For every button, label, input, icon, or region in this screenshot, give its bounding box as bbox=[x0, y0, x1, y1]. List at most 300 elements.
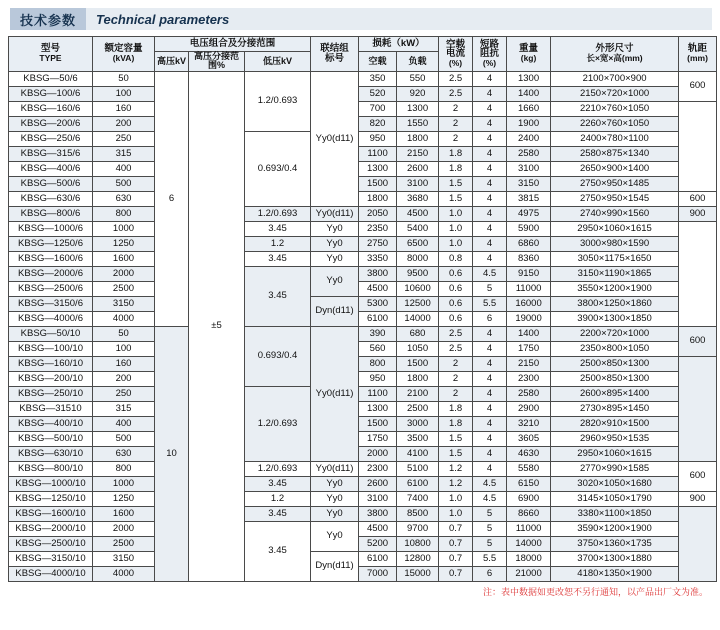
cell-dimensions: 2820×910×1500 bbox=[551, 416, 679, 431]
cell-impedance: 4 bbox=[473, 431, 507, 446]
cell-model: KBSG—400/10 bbox=[9, 416, 93, 431]
cell-capacity: 250 bbox=[93, 386, 155, 401]
cell-weight: 18000 bbox=[507, 551, 551, 566]
cell-model: KBSG—500/10 bbox=[9, 431, 93, 446]
cell-noload-current: 1.5 bbox=[439, 191, 473, 206]
cell-noload-current: 2.5 bbox=[439, 326, 473, 341]
cell-impedance: 4 bbox=[473, 401, 507, 416]
cell-connection: Yy0 bbox=[311, 521, 359, 551]
page-title-cn: 技术参数 bbox=[10, 8, 86, 30]
cell-loss-load: 12500 bbox=[397, 296, 439, 311]
cell-weight: 6150 bbox=[507, 476, 551, 491]
cell-dimensions: 4180×1350×1900 bbox=[551, 566, 679, 581]
cell-noload-current: 1.0 bbox=[439, 236, 473, 251]
cell-loss-load: 1800 bbox=[397, 371, 439, 386]
cell-connection: Yy0 bbox=[311, 251, 359, 266]
cell-loss-noload: 3800 bbox=[359, 266, 397, 281]
cell-hv: 10 bbox=[155, 326, 189, 581]
cell-capacity: 3150 bbox=[93, 296, 155, 311]
cell-loss-noload: 1100 bbox=[359, 146, 397, 161]
table-row bbox=[9, 521, 717, 536]
cell-noload-current: 2.5 bbox=[439, 341, 473, 356]
cell-impedance: 4 bbox=[473, 131, 507, 146]
cell-model: KBSG—2500/10 bbox=[9, 536, 93, 551]
cell-loss-noload: 2750 bbox=[359, 236, 397, 251]
table-row bbox=[9, 401, 717, 416]
cell-impedance: 4 bbox=[473, 341, 507, 356]
cell-impedance: 4 bbox=[473, 161, 507, 176]
cell-model: KBSG—2000/6 bbox=[9, 266, 93, 281]
cell-loss-noload: 7000 bbox=[359, 566, 397, 581]
cell-capacity: 160 bbox=[93, 101, 155, 116]
cell-loss-noload: 1750 bbox=[359, 431, 397, 446]
cell-weight: 1750 bbox=[507, 341, 551, 356]
cell-weight: 16000 bbox=[507, 296, 551, 311]
cell-impedance: 4 bbox=[473, 236, 507, 251]
cell-impedance: 4 bbox=[473, 356, 507, 371]
cell-capacity: 2000 bbox=[93, 266, 155, 281]
cell-noload-current: 2.5 bbox=[439, 71, 473, 86]
cell-loss-load: 12800 bbox=[397, 551, 439, 566]
cell-dimensions: 3000×980×1590 bbox=[551, 236, 679, 251]
cell-loss-noload: 1100 bbox=[359, 386, 397, 401]
header-hv-tap: 高压分接范围% bbox=[189, 52, 245, 72]
table-row bbox=[9, 476, 717, 491]
cell-lv: 3.45 bbox=[245, 266, 311, 326]
cell-loss-load: 6500 bbox=[397, 236, 439, 251]
cell-model: KBSG—315/6 bbox=[9, 146, 93, 161]
table-row bbox=[9, 356, 717, 371]
cell-weight: 3100 bbox=[507, 161, 551, 176]
header-hv: 高压kV bbox=[155, 52, 189, 72]
header-loss-load: 负载 bbox=[397, 52, 439, 72]
cell-lv: 3.45 bbox=[245, 506, 311, 521]
cell-weight: 1660 bbox=[507, 101, 551, 116]
cell-capacity: 630 bbox=[93, 191, 155, 206]
table-row bbox=[9, 131, 717, 146]
cell-noload-current: 1.8 bbox=[439, 416, 473, 431]
header-gauge: 轨距 (mm) bbox=[679, 37, 717, 72]
cell-dimensions: 2730×895×1450 bbox=[551, 401, 679, 416]
cell-model: KBSG—800/6 bbox=[9, 206, 93, 221]
cell-weight: 8360 bbox=[507, 251, 551, 266]
table-row bbox=[9, 296, 717, 311]
cell-loss-noload: 1800 bbox=[359, 191, 397, 206]
cell-noload-current: 2 bbox=[439, 116, 473, 131]
cell-loss-noload: 3100 bbox=[359, 491, 397, 506]
cell-connection: Yy0 bbox=[311, 236, 359, 251]
cell-weight: 3150 bbox=[507, 176, 551, 191]
cell-model: KBSG—1600/6 bbox=[9, 251, 93, 266]
cell-model: KBSG—1000/10 bbox=[9, 476, 93, 491]
cell-noload-current: 2 bbox=[439, 386, 473, 401]
cell-dimensions: 3020×1050×1680 bbox=[551, 476, 679, 491]
cell-weight: 9150 bbox=[507, 266, 551, 281]
cell-gauge: 600 bbox=[679, 326, 717, 356]
cell-dimensions: 2650×900×1400 bbox=[551, 161, 679, 176]
cell-dimensions: 3700×1300×1880 bbox=[551, 551, 679, 566]
cell-loss-noload: 3350 bbox=[359, 251, 397, 266]
cell-impedance: 4 bbox=[473, 251, 507, 266]
cell-weight: 11000 bbox=[507, 521, 551, 536]
cell-connection: Dyn(d11) bbox=[311, 551, 359, 581]
cell-capacity: 1250 bbox=[93, 491, 155, 506]
cell-capacity: 50 bbox=[93, 326, 155, 341]
cell-loss-load: 550 bbox=[397, 71, 439, 86]
cell-noload-current: 0.6 bbox=[439, 281, 473, 296]
cell-dimensions: 3550×1200×1900 bbox=[551, 281, 679, 296]
cell-weight: 2580 bbox=[507, 146, 551, 161]
cell-loss-noload: 2000 bbox=[359, 446, 397, 461]
cell-noload-current: 2 bbox=[439, 356, 473, 371]
cell-noload-current: 1.0 bbox=[439, 206, 473, 221]
cell-impedance: 5 bbox=[473, 521, 507, 536]
cell-impedance: 4 bbox=[473, 146, 507, 161]
cell-noload-current: 1.8 bbox=[439, 401, 473, 416]
cell-model: KBSG—1600/10 bbox=[9, 506, 93, 521]
cell-dimensions: 3590×1200×1900 bbox=[551, 521, 679, 536]
table-row bbox=[9, 551, 717, 566]
cell-impedance: 4.5 bbox=[473, 266, 507, 281]
cell-dimensions: 2200×720×1000 bbox=[551, 326, 679, 341]
table-row bbox=[9, 191, 717, 206]
cell-weight: 3815 bbox=[507, 191, 551, 206]
cell-capacity: 500 bbox=[93, 176, 155, 191]
cell-loss-noload: 1300 bbox=[359, 401, 397, 416]
cell-impedance: 5 bbox=[473, 506, 507, 521]
cell-loss-noload: 350 bbox=[359, 71, 397, 86]
page-title-en: Technical parameters bbox=[86, 8, 712, 30]
table-row bbox=[9, 266, 717, 281]
table-row bbox=[9, 221, 717, 236]
cell-weight: 5900 bbox=[507, 221, 551, 236]
table-row bbox=[9, 161, 717, 176]
header-impedance: 短路 阻抗 (%) bbox=[473, 37, 507, 72]
cell-noload-current: 0.6 bbox=[439, 296, 473, 311]
cell-noload-current: 0.6 bbox=[439, 266, 473, 281]
cell-dimensions: 2500×850×1300 bbox=[551, 356, 679, 371]
table-row bbox=[9, 71, 717, 86]
cell-loss-load: 4500 bbox=[397, 206, 439, 221]
cell-model: KBSG—2000/10 bbox=[9, 521, 93, 536]
cell-impedance: 4 bbox=[473, 71, 507, 86]
cell-lv: 0.693/0.4 bbox=[245, 326, 311, 386]
cell-capacity: 200 bbox=[93, 116, 155, 131]
cell-gauge bbox=[679, 356, 717, 461]
table-row bbox=[9, 206, 717, 221]
cell-model: KBSG—200/6 bbox=[9, 116, 93, 131]
table-row bbox=[9, 101, 717, 116]
cell-gauge: 600 bbox=[679, 191, 717, 206]
cell-loss-noload: 2050 bbox=[359, 206, 397, 221]
cell-lv: 1.2/0.693 bbox=[245, 71, 311, 131]
cell-noload-current: 2 bbox=[439, 101, 473, 116]
cell-loss-noload: 950 bbox=[359, 371, 397, 386]
cell-weight: 3605 bbox=[507, 431, 551, 446]
cell-weight: 6900 bbox=[507, 491, 551, 506]
cell-connection: Yy0(d11) bbox=[311, 326, 359, 461]
cell-model: KBSG—4000/10 bbox=[9, 566, 93, 581]
cell-model: KBSG—31510 bbox=[9, 401, 93, 416]
cell-loss-load: 1550 bbox=[397, 116, 439, 131]
cell-capacity: 1250 bbox=[93, 236, 155, 251]
cell-connection: Yy0 bbox=[311, 476, 359, 491]
cell-impedance: 4 bbox=[473, 101, 507, 116]
cell-capacity: 200 bbox=[93, 371, 155, 386]
cell-loss-noload: 4500 bbox=[359, 521, 397, 536]
cell-impedance: 4 bbox=[473, 461, 507, 476]
cell-loss-load: 9700 bbox=[397, 521, 439, 536]
cell-loss-noload: 700 bbox=[359, 101, 397, 116]
cell-loss-load: 9500 bbox=[397, 266, 439, 281]
cell-loss-noload: 800 bbox=[359, 356, 397, 371]
cell-lv: 0.693/0.4 bbox=[245, 131, 311, 206]
cell-weight: 2300 bbox=[507, 371, 551, 386]
cell-loss-noload: 950 bbox=[359, 131, 397, 146]
cell-impedance: 4 bbox=[473, 176, 507, 191]
cell-loss-load: 8500 bbox=[397, 506, 439, 521]
cell-model: KBSG—1000/6 bbox=[9, 221, 93, 236]
cell-dimensions: 2950×1060×1615 bbox=[551, 446, 679, 461]
cell-capacity: 315 bbox=[93, 401, 155, 416]
cell-dimensions: 3145×1050×1790 bbox=[551, 491, 679, 506]
cell-dimensions: 2350×800×1050 bbox=[551, 341, 679, 356]
table-row bbox=[9, 341, 717, 356]
cell-hv-tap: ±5 bbox=[189, 71, 245, 581]
cell-impedance: 4.5 bbox=[473, 491, 507, 506]
header-loss: 损耗（kW） bbox=[359, 37, 439, 52]
cell-impedance: 4 bbox=[473, 386, 507, 401]
cell-loss-load: 680 bbox=[397, 326, 439, 341]
cell-capacity: 100 bbox=[93, 341, 155, 356]
cell-dimensions: 2400×780×1100 bbox=[551, 131, 679, 146]
cell-impedance: 4 bbox=[473, 191, 507, 206]
cell-lv: 1.2/0.693 bbox=[245, 386, 311, 461]
cell-model: KBSG—1250/6 bbox=[9, 236, 93, 251]
cell-weight: 11000 bbox=[507, 281, 551, 296]
cell-noload-current: 2.5 bbox=[439, 86, 473, 101]
cell-loss-noload: 390 bbox=[359, 326, 397, 341]
cell-loss-noload: 560 bbox=[359, 341, 397, 356]
cell-capacity: 4000 bbox=[93, 566, 155, 581]
cell-noload-current: 1.0 bbox=[439, 506, 473, 521]
cell-lv: 3.45 bbox=[245, 221, 311, 236]
cell-loss-noload: 1500 bbox=[359, 176, 397, 191]
cell-model: KBSG—630/6 bbox=[9, 191, 93, 206]
cell-capacity: 400 bbox=[93, 416, 155, 431]
cell-dimensions: 2750×950×1485 bbox=[551, 176, 679, 191]
cell-dimensions: 3050×1175×1650 bbox=[551, 251, 679, 266]
cell-loss-noload: 6100 bbox=[359, 311, 397, 326]
cell-loss-load: 1800 bbox=[397, 131, 439, 146]
table-row bbox=[9, 146, 717, 161]
cell-weight: 8660 bbox=[507, 506, 551, 521]
cell-dimensions: 3900×1300×1850 bbox=[551, 311, 679, 326]
header-lv: 低压kV bbox=[245, 52, 311, 72]
cell-impedance: 4 bbox=[473, 371, 507, 386]
cell-dimensions: 2960×950×1535 bbox=[551, 431, 679, 446]
cell-capacity: 500 bbox=[93, 431, 155, 446]
cell-dimensions: 3750×1360×1735 bbox=[551, 536, 679, 551]
header-noload-current: 空载 电流 (%) bbox=[439, 37, 473, 72]
cell-model: KBSG—2500/6 bbox=[9, 281, 93, 296]
cell-impedance: 4 bbox=[473, 446, 507, 461]
table-row bbox=[9, 311, 717, 326]
cell-loss-noload: 520 bbox=[359, 86, 397, 101]
cell-noload-current: 2 bbox=[439, 371, 473, 386]
cell-hv: 6 bbox=[155, 71, 189, 326]
cell-gauge bbox=[679, 101, 717, 191]
table-row bbox=[9, 251, 717, 266]
cell-connection: Yy0(d11) bbox=[311, 461, 359, 476]
table-row bbox=[9, 491, 717, 506]
cell-noload-current: 1.5 bbox=[439, 431, 473, 446]
cell-impedance: 6 bbox=[473, 566, 507, 581]
cell-weight: 4975 bbox=[507, 206, 551, 221]
cell-loss-load: 920 bbox=[397, 86, 439, 101]
cell-connection: Yy0 bbox=[311, 266, 359, 296]
cell-connection: Yy0 bbox=[311, 506, 359, 521]
cell-dimensions: 2950×1060×1615 bbox=[551, 221, 679, 236]
cell-connection: Dyn(d11) bbox=[311, 296, 359, 326]
cell-weight: 21000 bbox=[507, 566, 551, 581]
cell-noload-current: 1.5 bbox=[439, 176, 473, 191]
cell-capacity: 4000 bbox=[93, 311, 155, 326]
table-header bbox=[9, 37, 717, 72]
cell-loss-load: 15000 bbox=[397, 566, 439, 581]
cell-capacity: 630 bbox=[93, 446, 155, 461]
table-row bbox=[9, 326, 717, 341]
cell-weight: 1900 bbox=[507, 116, 551, 131]
cell-model: KBSG—100/10 bbox=[9, 341, 93, 356]
cell-loss-noload: 2600 bbox=[359, 476, 397, 491]
table-row bbox=[9, 431, 717, 446]
cell-noload-current: 0.7 bbox=[439, 536, 473, 551]
cell-lv: 1.2/0.693 bbox=[245, 461, 311, 476]
table-row bbox=[9, 281, 717, 296]
header-dimensions: 外形尺寸 长×宽×高(mm) bbox=[551, 37, 679, 72]
page-title-bar bbox=[10, 8, 712, 30]
cell-capacity: 1000 bbox=[93, 221, 155, 236]
cell-capacity: 1600 bbox=[93, 506, 155, 521]
cell-weight: 4630 bbox=[507, 446, 551, 461]
cell-weight: 2900 bbox=[507, 401, 551, 416]
cell-connection: Yy0(d11) bbox=[311, 206, 359, 221]
technical-parameters-table bbox=[8, 36, 717, 582]
table-row bbox=[9, 461, 717, 476]
cell-loss-load: 14000 bbox=[397, 311, 439, 326]
cell-noload-current: 1.2 bbox=[439, 461, 473, 476]
cell-dimensions: 2750×950×1545 bbox=[551, 191, 679, 206]
cell-capacity: 2000 bbox=[93, 521, 155, 536]
cell-noload-current: 1.2 bbox=[439, 476, 473, 491]
cell-capacity: 50 bbox=[93, 71, 155, 86]
cell-loss-load: 5400 bbox=[397, 221, 439, 236]
cell-model: KBSG—50/10 bbox=[9, 326, 93, 341]
cell-dimensions: 2770×990×1585 bbox=[551, 461, 679, 476]
table-row bbox=[9, 86, 717, 101]
cell-weight: 1400 bbox=[507, 326, 551, 341]
cell-capacity: 250 bbox=[93, 131, 155, 146]
cell-loss-load: 7400 bbox=[397, 491, 439, 506]
cell-noload-current: 2 bbox=[439, 131, 473, 146]
cell-dimensions: 3800×1250×1860 bbox=[551, 296, 679, 311]
table-row bbox=[9, 176, 717, 191]
cell-loss-load: 3000 bbox=[397, 416, 439, 431]
cell-weight: 1400 bbox=[507, 86, 551, 101]
cell-weight: 1300 bbox=[507, 71, 551, 86]
cell-impedance: 5 bbox=[473, 536, 507, 551]
cell-gauge: 900 bbox=[679, 206, 717, 221]
cell-impedance: 4 bbox=[473, 221, 507, 236]
table-footnote: 注：表中数据如更改恕不另行通知，以产品出厂文为准。 bbox=[482, 586, 708, 597]
cell-loss-load: 2600 bbox=[397, 161, 439, 176]
cell-model: KBSG—250/10 bbox=[9, 386, 93, 401]
cell-model: KBSG—500/6 bbox=[9, 176, 93, 191]
cell-impedance: 4 bbox=[473, 416, 507, 431]
cell-noload-current: 0.6 bbox=[439, 311, 473, 326]
cell-model: KBSG—160/6 bbox=[9, 101, 93, 116]
cell-gauge bbox=[679, 506, 717, 581]
cell-dimensions: 2150×720×1000 bbox=[551, 86, 679, 101]
cell-model: KBSG—160/10 bbox=[9, 356, 93, 371]
cell-loss-load: 6100 bbox=[397, 476, 439, 491]
cell-capacity: 2500 bbox=[93, 281, 155, 296]
cell-noload-current: 1.8 bbox=[439, 161, 473, 176]
cell-lv: 3.45 bbox=[245, 476, 311, 491]
cell-loss-noload: 5200 bbox=[359, 536, 397, 551]
cell-gauge bbox=[679, 221, 717, 326]
cell-loss-load: 4100 bbox=[397, 446, 439, 461]
header-connection: 联结组 标号 bbox=[311, 37, 359, 72]
cell-loss-load: 1300 bbox=[397, 101, 439, 116]
cell-impedance: 4 bbox=[473, 206, 507, 221]
cell-model: KBSG—3150/10 bbox=[9, 551, 93, 566]
table-row bbox=[9, 566, 717, 581]
cell-model: KBSG—1250/10 bbox=[9, 491, 93, 506]
cell-dimensions: 2740×990×1560 bbox=[551, 206, 679, 221]
cell-noload-current: 0.7 bbox=[439, 551, 473, 566]
cell-capacity: 315 bbox=[93, 146, 155, 161]
cell-capacity: 800 bbox=[93, 206, 155, 221]
cell-impedance: 5.5 bbox=[473, 551, 507, 566]
cell-model: KBSG—800/10 bbox=[9, 461, 93, 476]
table-row bbox=[9, 116, 717, 131]
cell-impedance: 4 bbox=[473, 86, 507, 101]
cell-model: KBSG—630/10 bbox=[9, 446, 93, 461]
table-row bbox=[9, 371, 717, 386]
cell-lv: 3.45 bbox=[245, 521, 311, 581]
cell-noload-current: 0.7 bbox=[439, 566, 473, 581]
cell-connection: Yy0 bbox=[311, 491, 359, 506]
cell-weight: 2400 bbox=[507, 131, 551, 146]
cell-capacity: 1600 bbox=[93, 251, 155, 266]
cell-loss-noload: 6100 bbox=[359, 551, 397, 566]
cell-impedance: 4 bbox=[473, 326, 507, 341]
cell-noload-current: 0.8 bbox=[439, 251, 473, 266]
cell-lv: 3.45 bbox=[245, 251, 311, 266]
cell-dimensions: 2260×760×1050 bbox=[551, 116, 679, 131]
cell-model: KBSG—400/6 bbox=[9, 161, 93, 176]
cell-dimensions: 3150×1190×1865 bbox=[551, 266, 679, 281]
cell-loss-load: 2100 bbox=[397, 386, 439, 401]
cell-dimensions: 2580×875×1340 bbox=[551, 146, 679, 161]
cell-model: KBSG—200/10 bbox=[9, 371, 93, 386]
cell-weight: 3210 bbox=[507, 416, 551, 431]
cell-dimensions: 2600×895×1400 bbox=[551, 386, 679, 401]
cell-impedance: 6 bbox=[473, 311, 507, 326]
cell-dimensions: 3380×1100×1850 bbox=[551, 506, 679, 521]
